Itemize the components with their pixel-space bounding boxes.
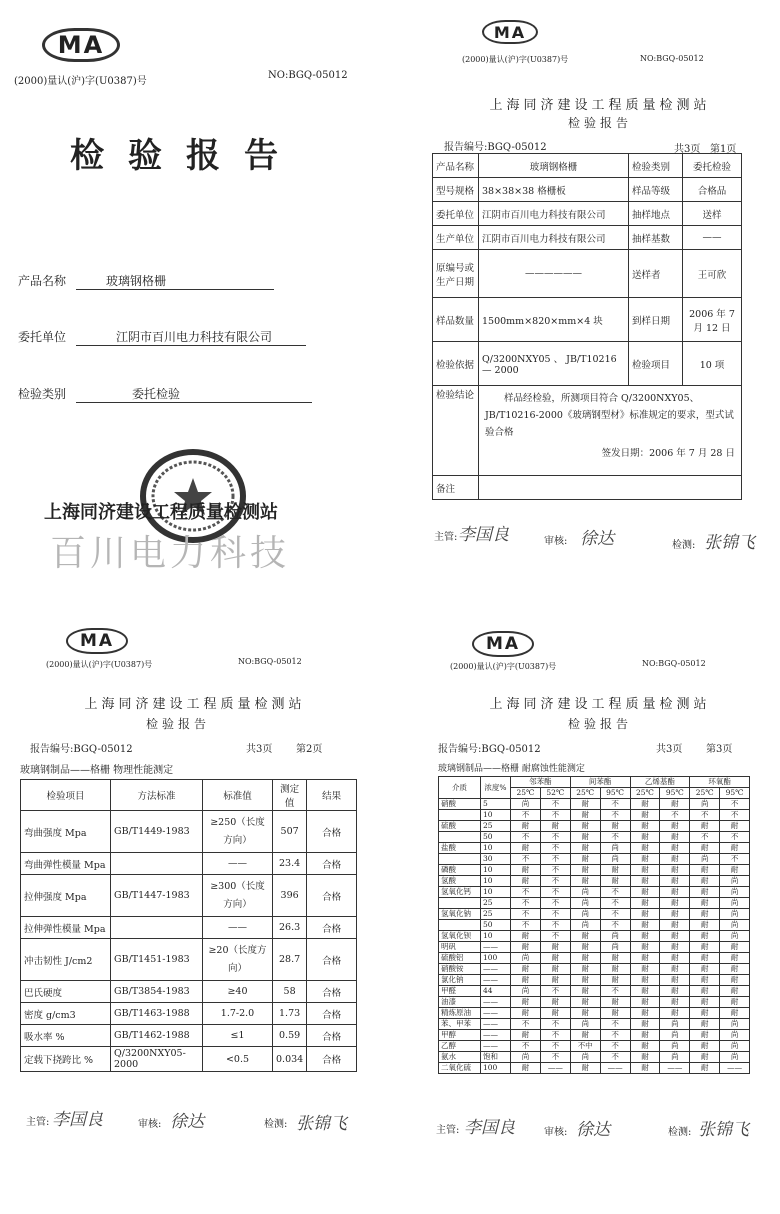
ma-logo: MA <box>482 20 538 44</box>
table-row: 硫酸 25 耐 耐 耐 耐 耐 耐 耐 耐 <box>439 821 750 832</box>
table-row: 硫酸铝 100 尚 耐 耐 耐 耐 耐 耐 耐 <box>439 953 750 964</box>
table-row: 苯、甲苯 —— 不 不 尚 不 耐 尚 耐 尚 <box>439 1019 750 1030</box>
report-title: 检验报告 <box>567 116 632 130</box>
table-row: 氢氧化钡 10 耐 不 耐 尚 耐 耐 耐 尚 <box>439 931 750 942</box>
ma-logo: MA <box>66 628 128 654</box>
cert-number: (2000)量认(沪)字(U0387)号 <box>14 76 147 87</box>
table-row: 冲击韧性 J/cm2 GB/T1451-1983 ≥20（长度方向） 28.7 合格 <box>21 939 357 981</box>
table-row: 50 不 不 耐 不 耐 耐 不 不 <box>439 832 750 843</box>
table-row: 检验结论 样品经检验，所测项目符合 Q/3200NXY05、JB/T10216-2000《玻璃钢型材》标准规定的要求，型式试验合格 签发日期：2006 年 7 月 28 日 <box>433 386 742 476</box>
table-row: 拉伸强度 Mpa GB/T1447-1983 ≥300（长度方向） 396 合格 <box>21 875 357 917</box>
table-row: 10 不 不 耐 不 耐 不 不 不 <box>439 810 750 821</box>
report-number: 报告编号:BGQ-05012 <box>444 142 547 153</box>
sign-jiance-label: 检测: <box>672 540 696 551</box>
table-row: 生产单位 江阴市百川电力科技有限公司 抽样基数 —— <box>433 226 742 250</box>
table-row: 弯曲强度 Mpa GB/T1449-1983 ≥250（长度方向） 507 合格 <box>21 811 357 853</box>
signature-shenhe: 徐达 <box>580 529 614 549</box>
table-subtitle: 玻璃钢制品——格栅 物理性能测定 <box>20 765 174 776</box>
field-category-label: 检验类别 <box>18 387 67 401</box>
table-row: 拉伸弹性模量 Mpa —— 26.3 合格 <box>21 917 357 939</box>
signature-shenhe: 徐达 <box>576 1120 610 1140</box>
watermark: 百川电力科技 <box>50 533 291 574</box>
station-name: 上海同济建设工程质量检测站 <box>489 98 711 113</box>
table-row: 硝酸 5 尚 不 耐 不 耐 耐 尚 不 <box>439 799 750 810</box>
sign-shenhe-label: 审核: <box>138 1119 162 1130</box>
table-row: 型号规格 38×38×38 格栅板 样品等级 合格品 <box>433 178 742 202</box>
cert-number: (2000)量认(沪)字(U0387)号 <box>462 55 569 64</box>
table-row: 氨水 饱和 尚 不 尚 不 耐 尚 耐 尚 <box>439 1052 750 1063</box>
sign-shenhe-label: 审核: <box>544 536 568 547</box>
page-number: 第3页 <box>706 744 733 755</box>
signature-zhuguan: 李国良 <box>52 1110 103 1130</box>
report-cover <box>0 0 388 600</box>
report-no: NO:BGQ-05012 <box>642 659 706 668</box>
table-row: 备注 <box>433 476 742 500</box>
table-row: 25 不 不 尚 不 耐 耐 耐 尚 <box>439 898 750 909</box>
report-page-3 <box>420 615 780 1214</box>
table-row: 乙醇 —— 不 不 不中 不 耐 尚 耐 尚 <box>439 1041 750 1052</box>
table-row: 精炼原油 —— 耐 耐 耐 耐 耐 耐 耐 耐 <box>439 1008 750 1019</box>
table-subtitle: 玻璃钢制品——格栅 耐腐蚀性能测定 <box>438 764 585 774</box>
table-row: 甲醛 44 尚 不 耐 不 耐 耐 耐 耐 <box>439 986 750 997</box>
table-row: 氢酸 10 耐 不 耐 耐 耐 耐 耐 尚 <box>439 876 750 887</box>
cert-number: (2000)量认(沪)字(U0387)号 <box>450 662 557 671</box>
info-table <box>432 153 742 500</box>
report-page-1 <box>420 0 780 600</box>
sign-zhuguan-label: 主管: <box>26 1117 50 1128</box>
table-row: 氢氧化钙 10 不 不 尚 不 耐 耐 耐 尚 <box>439 887 750 898</box>
sign-zhuguan-label: 主管: <box>434 532 458 543</box>
sign-zhuguan-label: 主管: <box>436 1125 460 1136</box>
station-name: 上海同济建设工程质量检测站 <box>489 697 711 712</box>
report-number: 报告编号:BGQ-05012 <box>30 744 133 755</box>
table-row: 吸水率 % GB/T1462-1988 ≤1 0.59 合格 <box>21 1025 357 1047</box>
table-row: 磷酸 10 耐 不 耐 耐 耐 耐 耐 耐 <box>439 865 750 876</box>
table-row: 氯化钠 —— 耐 耐 耐 耐 耐 耐 耐 耐 <box>439 975 750 986</box>
table-row: 氢氧化钠 25 不 不 尚 不 耐 耐 耐 尚 <box>439 909 750 920</box>
table-row: 样品数量 1500mm×820×mm×4 块 到样日期 2006 年 7 月 12 日 <box>433 298 742 342</box>
report-title: 检验报告 <box>145 717 210 731</box>
table-header: 检验项目 方法标准 标准值 测定值 结果 <box>21 780 357 811</box>
table-row: 明矾 —— 耐 耐 耐 尚 耐 耐 耐 耐 <box>439 942 750 953</box>
ma-logo: MA <box>42 28 120 62</box>
field-product-label: 产品名称 <box>18 274 67 288</box>
table-row: 定载下挠跨比 % Q/3200NXY05-2000 <0.5 0.034 合格 <box>21 1047 357 1072</box>
table-row: 甲醇 —— 耐 不 耐 不 耐 尚 耐 尚 <box>439 1030 750 1041</box>
total-pages: 共3页 <box>656 744 683 755</box>
report-no: NO:BGQ-05012 <box>238 657 302 666</box>
table-row: 油漆 —— 耐 耐 耐 耐 耐 耐 耐 耐 <box>439 997 750 1008</box>
table-row: 原编号或生产日期 —————— 送样者 王可欣 <box>433 250 742 298</box>
table-header: 介质 浓度% 邻苯酯 间苯酯 乙烯基酯 环氧酯 <box>439 777 750 788</box>
signature-jiance: 张锦飞 <box>698 1120 749 1140</box>
ma-logo: MA <box>472 631 534 657</box>
table-row: 委托单位 江阴市百川电力科技有限公司 抽样地点 送样 <box>433 202 742 226</box>
table-row: 盐酸 10 耐 不 耐 尚 耐 耐 耐 耐 <box>439 843 750 854</box>
field-client-value: 江阴市百川电力科技有限公司 <box>76 328 306 346</box>
table-row: 30 不 不 耐 尚 耐 耐 尚 不 <box>439 854 750 865</box>
report-page-2 <box>0 615 388 1214</box>
cover-title: 检验报告 <box>70 136 302 176</box>
table-header: 25℃ 52℃ 25℃ 95℃ 25℃ 95℃ 25℃ 95℃ <box>439 788 750 799</box>
table-row: 二氧化硫 100 耐 —— 耐 —— 耐 —— 耐 —— <box>439 1063 750 1074</box>
signature-zhuguan: 李国良 <box>458 525 509 545</box>
page-number: 第1页 <box>710 144 737 155</box>
cert-number: (2000)量认(沪)字(U0387)号 <box>46 660 153 669</box>
table-row: 巴氏硬度 GB/T3854-1983 ≥40 58 合格 <box>21 981 357 1003</box>
signature-shenhe: 徐达 <box>170 1112 204 1132</box>
report-number: 报告编号:BGQ-05012 <box>438 744 541 755</box>
physical-table <box>20 779 357 1072</box>
corrosion-table <box>438 776 750 1074</box>
total-pages: 共3页 <box>674 144 701 155</box>
signature-zhuguan: 李国良 <box>464 1118 515 1138</box>
field-category-value: 委托检验 <box>76 385 312 403</box>
table-row: 检验依据 Q/3200NXY05 、 JB/T10216 — 2000 检验项目 10 项 <box>433 342 742 386</box>
table-row: 硝酸铵 —— 耐 耐 耐 耐 耐 耐 耐 耐 <box>439 964 750 975</box>
table-row: 弯曲弹性模量 Mpa —— 23.4 合格 <box>21 853 357 875</box>
table-row: 产品名称 玻璃钢格栅 检验类别 委托检验 <box>433 154 742 178</box>
field-client-label: 委托单位 <box>18 330 67 344</box>
sign-jiance-label: 检测: <box>264 1119 288 1130</box>
cover-org: 上海同济建设工程质量检测站 <box>44 502 278 523</box>
signature-jiance: 张锦飞 <box>296 1114 347 1134</box>
field-product-value: 玻璃钢格栅 <box>76 272 274 290</box>
signature-jiance: 张锦飞 <box>704 533 755 553</box>
sign-jiance-label: 检测: <box>668 1127 692 1138</box>
report-title: 检验报告 <box>567 717 632 731</box>
total-pages: 共3页 <box>246 744 273 755</box>
table-row: 50 不 不 尚 不 耐 耐 耐 尚 <box>439 920 750 931</box>
report-no: NO:BGQ-05012 <box>268 70 348 81</box>
station-name: 上海同济建设工程质量检测站 <box>84 697 306 712</box>
table-row: 密度 g/cm3 GB/T1463-1988 1.7-2.0 1.73 合格 <box>21 1003 357 1025</box>
report-no: NO:BGQ-05012 <box>640 54 704 63</box>
page-number: 第2页 <box>296 744 323 755</box>
sign-shenhe-label: 审核: <box>544 1127 568 1138</box>
